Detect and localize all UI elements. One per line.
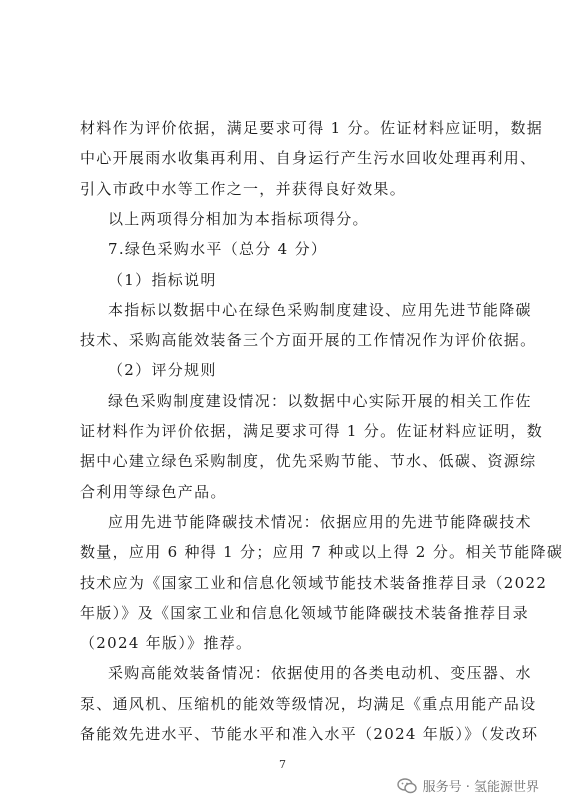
text-line: 技术、采购高能效装备三个方面开展的工作情况作为评价依据。 xyxy=(80,331,537,349)
subsection-heading: （2）评分规则 xyxy=(108,361,217,379)
text-line: 合利用等绿色产品。 xyxy=(80,483,227,501)
text-line: 应用先进节能降碳技术情况：依据应用的先进节能降碳技术 xyxy=(108,513,532,531)
text-line: 数量，应用 6 种得 1 分；应用 7 种或以上得 2 分。相关节能降碳 xyxy=(80,543,564,561)
subsection-heading: （1）指标说明 xyxy=(108,271,217,289)
text-line: 泵、通风机、压缩机的能效等级情况，均满足《重点用能产品设 xyxy=(80,695,537,713)
text-line: 绿色采购制度建设情况：以数据中心实际开展的相关工作佐 xyxy=(108,392,532,410)
text-line: 本指标以数据中心在绿色采购制度建设、应用先进节能降碳 xyxy=(108,301,532,319)
section-heading: 7.绿色采购水平（总分 4 分） xyxy=(108,240,328,258)
page-number: 7 xyxy=(279,758,286,771)
text-line: 证材料作为评价依据，满足要求可得 1 分。佐证材料应证明，数 xyxy=(80,422,544,440)
wechat-icon xyxy=(397,778,417,794)
text-line: 技术应为《国家工业和信息化领域节能技术装备推荐目录（2022 xyxy=(80,574,548,592)
text-line: 引入市政中水等工作之一，并获得良好效果。 xyxy=(80,180,407,198)
text-line: 采购高能效装备情况：依据使用的各类电动机、变压器、水 xyxy=(108,664,532,682)
text-line: 中心开展雨水收集再利用、自身运行产生污水回收处理再利用、 xyxy=(80,149,537,167)
text-line: 以上两项得分相加为本指标项得分。 xyxy=(108,210,369,228)
text-line: （2024 年版）》推荐。 xyxy=(80,634,253,652)
watermark-footer xyxy=(397,776,539,795)
text-line: 材料作为评价依据，满足要求可得 1 分。佐证材料应证明，数据 xyxy=(80,119,544,137)
text-line: 据中心建立绿色采购制度，优先采购节能、节水、低碳、资源综 xyxy=(80,452,537,470)
watermark-text: 服务号 · 氢能源世界 xyxy=(422,780,539,795)
text-line: 备能效先进水平、节能水平和准入水平（2024 年版）》（发改环 xyxy=(80,725,539,743)
text-line: 年版）》及《国家工业和信息化领域节能降碳技术装备推荐目录 xyxy=(80,604,529,622)
